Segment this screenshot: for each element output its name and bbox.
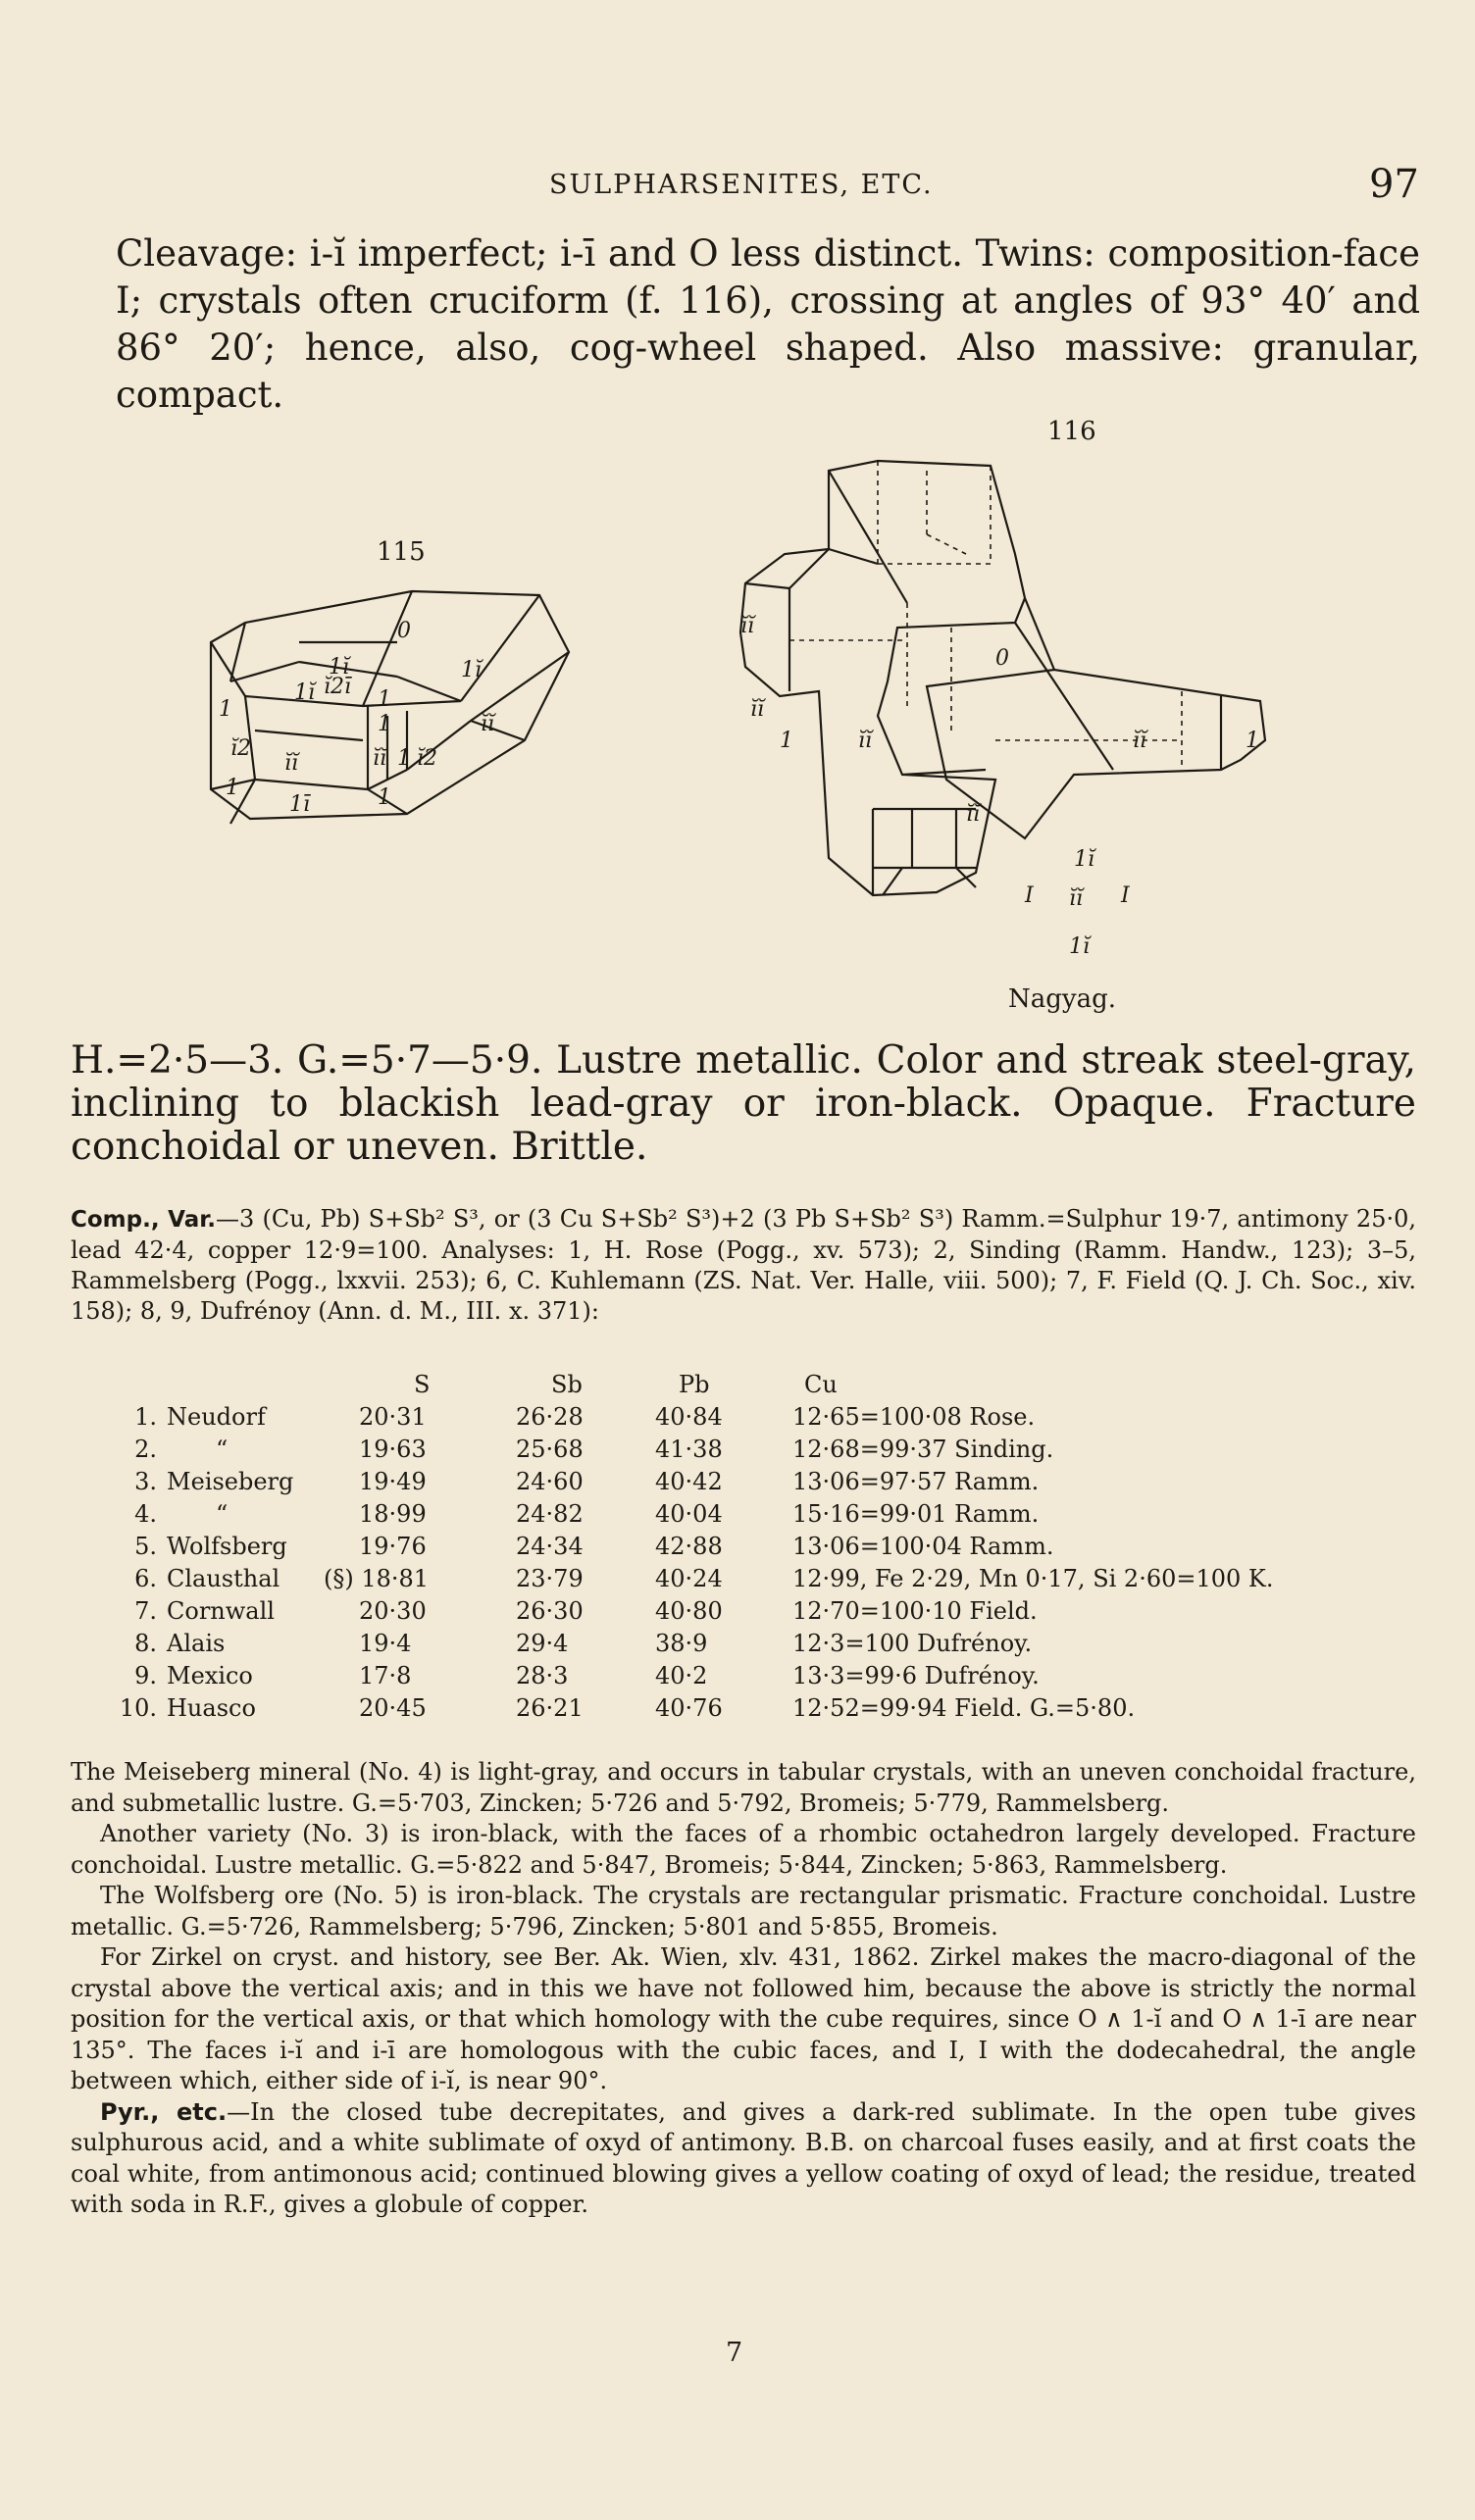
- fig116-label: 1ĭ: [1069, 934, 1091, 959]
- cell-number: 8.: [134, 1630, 157, 1657]
- fig116-edge: [829, 471, 907, 603]
- cell-locality: Clausthal: [167, 1565, 280, 1592]
- fig116-label: ĭĭ: [966, 802, 981, 827]
- cell-cu: 13·3=99·6 Dufrénoy.: [792, 1662, 1040, 1689]
- cell-sb: 29·4: [516, 1630, 569, 1657]
- table-row: [118, 1597, 1432, 1630]
- fig115-label: ĭĭ: [481, 712, 495, 736]
- cell-number: 4.: [134, 1500, 157, 1528]
- cell-cu: 13·06=97·57 Ramm.: [792, 1468, 1040, 1495]
- fig115-label: ĭ2ī: [324, 675, 352, 699]
- properties-text: H.=2·5—3. G.=5·7—5·9. Lustre metallic. Color and streak steel-gray, inclining to blackish lead-gray or iron-black. Opaque. Fracture conchoidal or uneven. Brittle.: [71, 1038, 1416, 1169]
- cell-s: 20·45: [359, 1694, 427, 1722]
- table-row: [118, 1533, 1432, 1565]
- cell-locality: Wolfsberg: [167, 1533, 287, 1560]
- fig115-edge: [397, 677, 461, 701]
- cell-locality: “: [216, 1500, 229, 1528]
- notes-section: [71, 1757, 1416, 2221]
- cell-sb: 26·28: [516, 1403, 584, 1431]
- table-header: Sb: [551, 1371, 583, 1398]
- pyr-text: —In the closed tube decrepitates, and gives a dark-red sublimate. In the open tube gives sulphurous acid, and a white sublimate of oxyd of antimony. B.B. on charcoal fuses easily, and at first coats the coal white, from antimonous acid; continued blowing gives a yellow coating of oxyd of lead; the residue, treated with soda in R.F., gives a globule of copper.: [71, 2097, 1416, 2218]
- cell-number: 3.: [134, 1468, 157, 1495]
- fig115-edge: [471, 652, 569, 721]
- cell-sb: 28·3: [516, 1662, 569, 1689]
- fig116-edge: [829, 549, 878, 564]
- cell-number: 9.: [134, 1662, 157, 1689]
- fig116-edge: [789, 549, 829, 588]
- properties-paragraph: [71, 1039, 1416, 1169]
- analysis-table: [118, 1371, 1432, 1727]
- fig116-edge: [745, 583, 789, 588]
- composition-label: Comp., Var.: [71, 1207, 217, 1233]
- cell-locality: Meiseberg: [167, 1468, 294, 1495]
- cell-s: 17·8: [359, 1662, 412, 1689]
- cell-cu: 12·70=100·10 Field.: [792, 1597, 1038, 1625]
- cell-s: 20·30: [359, 1597, 427, 1625]
- fig115-edge: [255, 780, 368, 789]
- fig116-label: 1: [1246, 729, 1259, 753]
- fig115-label: 1: [397, 746, 411, 771]
- table-row: [118, 1565, 1432, 1597]
- fig115-label: ĭ2: [230, 736, 252, 761]
- cell-locality: “: [216, 1436, 229, 1463]
- fig115-edge: [211, 642, 245, 696]
- fig116-edge: [927, 534, 966, 554]
- cell-sb: 24·60: [516, 1468, 584, 1495]
- fig115-edge: [230, 662, 299, 681]
- cell-sb: 24·34: [516, 1533, 584, 1560]
- running-header: [0, 162, 1475, 221]
- cell-s: 20·31: [359, 1403, 427, 1431]
- cell-number: 6.: [134, 1565, 157, 1592]
- fig115-label: 1: [378, 687, 391, 712]
- cell-pb: 40·84: [655, 1403, 723, 1431]
- cell-s: 19·76: [359, 1533, 427, 1560]
- table-header: Cu: [804, 1371, 838, 1398]
- cell-cu: 12·99, Fe 2·29, Mn 0·17, Si 2·60=100 K.: [792, 1565, 1274, 1592]
- fig116-label: ĭĭ: [750, 697, 765, 722]
- cell-pb: 40·2: [655, 1662, 708, 1689]
- figure-115-crystal: [201, 583, 574, 838]
- fig115-label: 1ĭ: [329, 655, 350, 680]
- signature-mark: 7: [726, 2338, 743, 2368]
- cell-sb: 23·79: [516, 1565, 584, 1592]
- fig116-outline: [740, 461, 1025, 895]
- fig116-edge: [956, 868, 976, 887]
- cell-s: 18·99: [359, 1500, 427, 1528]
- note-paragraph: The Wolfsberg ore (No. 5) is iron-black. The crystals are rectangular prismatic. Fracture conchoidal. Lustre metallic. G.=5·726, Rammelsberg; 5·796, Zincken; 5·801 and 5·855, Bromeis.: [71, 1882, 1416, 1940]
- table-row: [118, 1468, 1432, 1500]
- cell-cu: 13·06=100·04 Ramm.: [792, 1533, 1054, 1560]
- table-row: [118, 1436, 1432, 1468]
- cell-cu: 12·65=100·08 Rose.: [792, 1403, 1036, 1431]
- table-row: [118, 1662, 1432, 1694]
- fig115-label: ĭĭ: [284, 751, 299, 776]
- cell-s: (§) 18·81: [324, 1565, 430, 1592]
- fig115-edge: [230, 623, 245, 681]
- fig115-edge: [461, 595, 539, 701]
- cell-locality: Mexico: [167, 1662, 253, 1689]
- cell-number: 7.: [134, 1597, 157, 1625]
- cell-cu: 12·3=100 Dufrénoy.: [792, 1630, 1033, 1657]
- cell-pb: 40·76: [655, 1694, 723, 1722]
- fig116-label: ĭĭ: [1069, 886, 1084, 911]
- fig116-label: ĭĭ: [740, 614, 755, 638]
- table-row: [118, 1630, 1432, 1662]
- fig115-label: 1: [226, 776, 239, 800]
- fig115-label: ĭ2: [417, 746, 438, 771]
- cell-sb: 24·82: [516, 1500, 584, 1528]
- fig115-label: 1ĭ: [294, 680, 316, 705]
- fig115-label: 1: [378, 785, 391, 810]
- fig116-label: I: [1121, 883, 1130, 908]
- fig116-label: I: [1025, 883, 1034, 908]
- cell-locality: Alais: [167, 1630, 226, 1657]
- cell-pb: 40·42: [655, 1468, 723, 1495]
- fig116-edge: [883, 868, 902, 895]
- cell-locality: Neudorf: [167, 1403, 266, 1431]
- cell-cu: 12·68=99·37 Sinding.: [792, 1436, 1054, 1463]
- table-row: [118, 1500, 1432, 1533]
- figure-115-number: 115: [377, 537, 426, 567]
- cell-s: 19·49: [359, 1468, 427, 1495]
- pyr-label: Pyr., etc.: [100, 2097, 228, 2126]
- fig116-label: 1: [780, 729, 793, 753]
- cell-sb: 25·68: [516, 1436, 584, 1463]
- cell-number: 10.: [119, 1694, 157, 1722]
- table-header: Pb: [679, 1371, 710, 1398]
- fig115-edge: [471, 721, 525, 740]
- pyr-paragraph: [71, 2097, 1416, 2221]
- cell-pb: 41·38: [655, 1436, 723, 1463]
- cell-pb: 42·88: [655, 1533, 723, 1560]
- cell-pb: 38·9: [655, 1630, 708, 1657]
- cell-s: 19·63: [359, 1436, 427, 1463]
- cell-s: 19·4: [359, 1630, 412, 1657]
- fig115-label: ĭĭ: [373, 746, 387, 771]
- cell-sb: 26·30: [516, 1597, 584, 1625]
- figure-116-caption: Nagyag.: [1008, 984, 1116, 1014]
- cell-sb: 26·21: [516, 1694, 584, 1722]
- note-paragraph: The Meiseberg mineral (No. 4) is light-gray, and occurs in tabular crystals, with an uneven conchoidal fracture, and submetallic lustre. G.=5·703, Zincken; 5·726 and 5·792, Bromeis; 5·779, Rammelsberg.: [71, 1758, 1416, 1817]
- fig115-label: 1ī: [289, 792, 311, 817]
- figure-116-number: 116: [1047, 417, 1096, 446]
- cell-pb: 40·04: [655, 1500, 723, 1528]
- cell-number: 2.: [134, 1436, 157, 1463]
- table-row: [118, 1694, 1432, 1727]
- note-paragraph: Another variety (No. 3) is iron-black, with the faces of a rhombic octahedron largely developed. Fracture conchoidal. Lustre metallic. G.=5·822 and 5·847, Bromeis; 5·844, Zincken; 5·863, Rammelsberg.: [71, 1820, 1416, 1879]
- table-row: [118, 1403, 1432, 1436]
- intro-paragraph: Cleavage: i-ĭ imperfect; i-ī and O less distinct. Twins: composition-face I; crystals often cruciform (f. 116), crossing at angles of 93° 40′ and 86° 20′; hence, also, cog-wheel shaped. Also massive: granular, compact.: [116, 232, 1420, 416]
- fig115-label: 1: [378, 712, 391, 736]
- fig116-label: 1ĭ: [1074, 847, 1095, 872]
- note-paragraph: For Zirkel on cryst. and history, see Ber. Ak. Wien, xlv. 431, 1862. Zirkel makes the macro-diagonal of the crystal above the vertical axis; and in this we have not followed him, because the above is strictly the normal position for the vertical axis, or that which homology with the cube requires, since O ∧ 1-ĭ and O ∧ 1-ī are near 135°. The faces i-ĭ and i-ī are homologous with the cubic faces, and I, I with the dodecahedral, the angle between which, either side of i-ĭ, is near 90°.: [71, 1943, 1416, 2094]
- cell-pb: 40·24: [655, 1565, 723, 1592]
- running-title: SULPHARSENITES, ETC.: [549, 170, 934, 200]
- cell-pb: 40·80: [655, 1597, 723, 1625]
- cell-number: 5.: [134, 1533, 157, 1560]
- fig115-label: 0: [397, 619, 411, 643]
- fig115-edge: [255, 731, 363, 740]
- fig115-label: 1ĭ: [461, 658, 483, 682]
- fig116-label: 0: [995, 646, 1009, 671]
- table-header: S: [414, 1371, 431, 1398]
- fig115-label: 1: [219, 697, 232, 722]
- composition-text: —3 (Cu, Pb) S+Sb² S³, or (3 Cu S+Sb² S³)+2 (3 Pb S+Sb² S³) Ramm.=Sulphur 19·7, antimony 25·0, lead 42·4, copper 12·9=100. Analyses: 1, H. Rose (Pogg., xv. 573); 2, Sinding (Ramm. Handw., 123); 3–5, Rammelsberg (Pogg., lxxvii. 253); 6, C. Kuhlemann (ZS. Nat. Ver. Halle, viii. 500); 7, F. Field (Q. J. Ch. Soc., xiv. 158); 8, 9, Dufrénoy (Ann. d. M., III. x. 371):: [71, 1205, 1416, 1325]
- figure-116-crystal: [731, 456, 1280, 971]
- fig116-label: ĭĭ: [1133, 729, 1147, 753]
- cell-number: 1.: [134, 1403, 157, 1431]
- cell-locality: Huasco: [167, 1694, 256, 1722]
- page-number: 97: [1369, 162, 1419, 207]
- composition-paragraph: [71, 1204, 1416, 1327]
- cell-locality: Cornwall: [167, 1597, 275, 1625]
- fig116-label: ĭĭ: [858, 729, 873, 753]
- cell-cu: 15·16=99·01 Ramm.: [792, 1500, 1040, 1528]
- table-header-row: [118, 1371, 1432, 1403]
- fig116-edge: [1015, 623, 1113, 770]
- cell-cu: 12·52=99·94 Field. G.=5·80.: [792, 1694, 1136, 1722]
